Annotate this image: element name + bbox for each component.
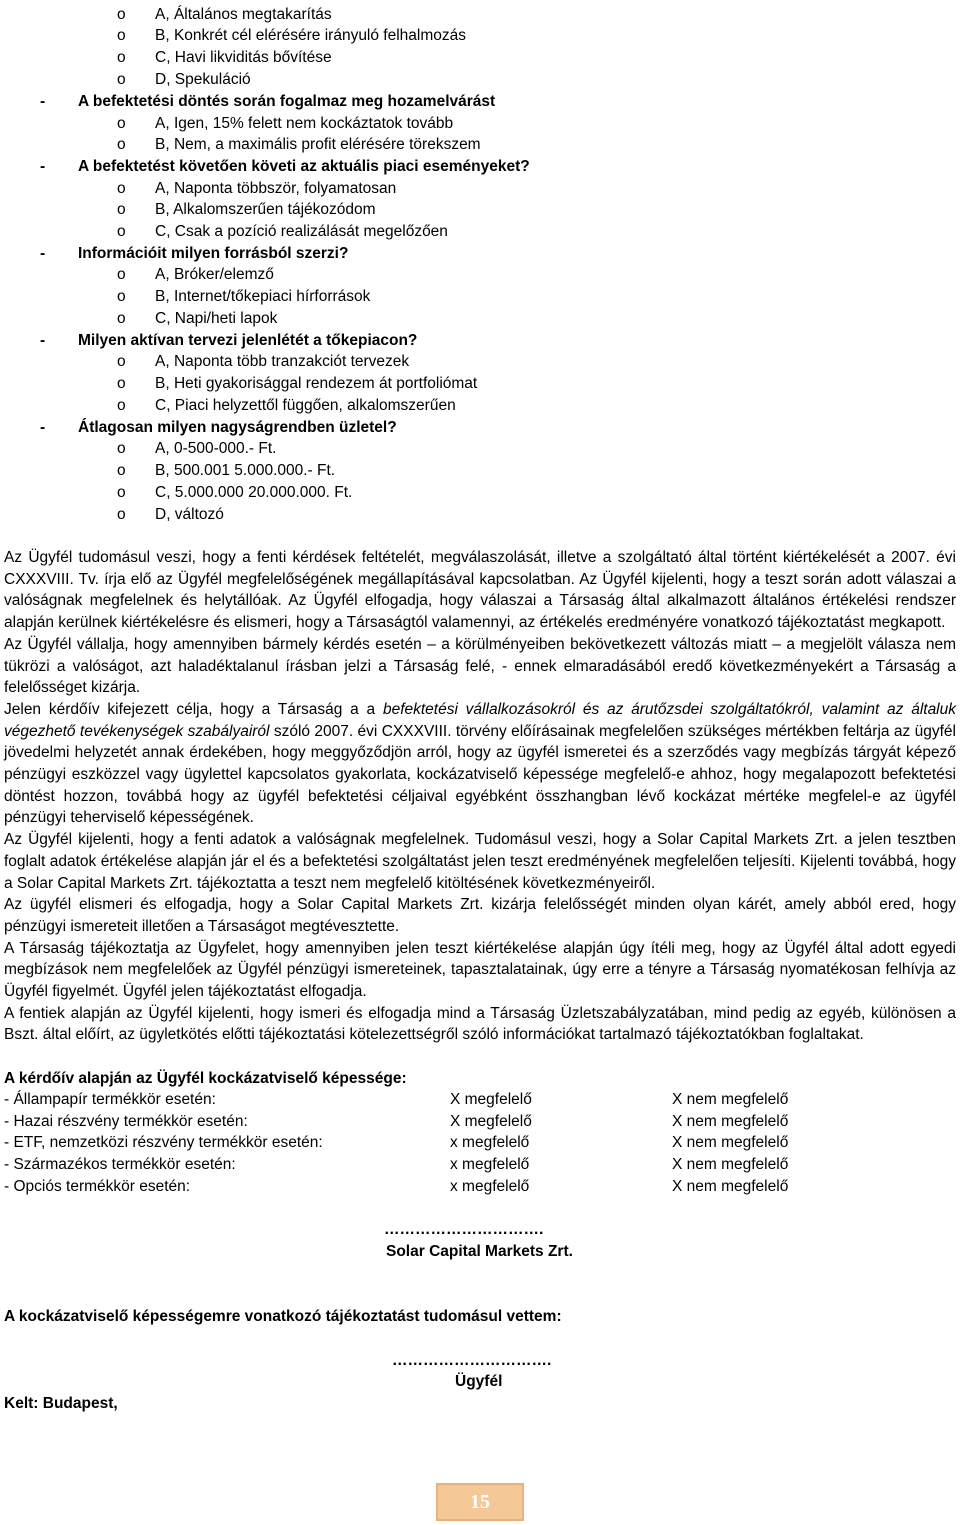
paragraph: A Társaság tájékoztatja az Ügyfelet, hogy amennyiben jelen teszt kiértékelése alapján úgy ítéli meg, hogy az Ügyfél által adott egyedi megbízások nem megfelelőek az Ügyfél pénzügyi ismereteinek, tapasztalatainak, úgy erre a tényre a Társaság nyomatékosan felhívja az Ügyfél figyelmét. Ügyfél jelen tájékoztatást elfogadja.: [4, 939, 956, 1001]
list-item: o B, Internet/tőkepiaci hírforrások: [117, 288, 371, 305]
paragraph: Jelen kérdőív kifejezett célja, hogy a Társaság a a befektetési vállalkozásokról és az árutőzsdei szolgáltatókról, valamint az általuk végezhető tevékenységek szabályairól szóló 2007. évi CXXXVIII. törvény előírásainak megfelelően szükséges mértékben feltárja az ügyfél jövedelmi helyzetét annak érdekében, hogy meggyőződjön arról, hogy az ügyfél ismeretei és a szerződés vagy megbízás tárgyát képező pénzügyi eszközzel vagy ügylettel kapcsolatos gyakorlata, kockázatviselő képessége megfelelő-e ahhoz, hogy megalapozott befektetési döntést hozzon, továbbá hogy az ügyfél befektetési céljaival egyébként összhangban lévő kockázat mértéke megfelel-e az ügyfél pénzügyi teherviselő képességének.: [4, 700, 956, 827]
list-item: o A, Igen, 15% felett nem kockáztatok tovább: [117, 115, 454, 132]
suitable-checkbox: x megfelelő: [450, 1178, 530, 1195]
suitable-checkbox: x megfelelő: [450, 1156, 530, 1173]
list-item: o C, 5.000.000 20.000.000. Ft.: [117, 484, 353, 501]
question-heading: - Milyen aktívan tervezi jelenlétét a tőkepiacon?: [40, 332, 418, 349]
question-heading: - A befektetési döntés során fogalmaz meg hozamelvárást: [40, 93, 496, 110]
paragraph: Az Ügyfél kijelenti, hogy a fenti adatok a valóságnak megfelelnek. Tudomásul veszi, hogy a Solar Capital Markets Zrt. a jelen tesztben foglalt adatok értékelése alapján jár el és a befektetési szolgáltatást jelen teszt eredményének megfelelően teljesíti. Kijelenti továbbá, hogy a Solar Capital Markets Zrt. tájékoztatta a teszt nem megfelelő kitöltésének következményeiről.: [4, 831, 956, 892]
not-suitable-checkbox: X nem megfelelő: [672, 1091, 789, 1108]
company-signature-line: ………………………….: [384, 1221, 544, 1238]
list-item: o B, Alkalomszerűen tájékozódom: [117, 201, 376, 218]
capacity-row: - Állampapír termékkör esetén: X megfelelő X nem megfelelő: [4, 1089, 956, 1111]
declaration-text: [4, 547, 956, 1046]
question-heading: - A befektetést követően követi az aktuális piaci eseményeket?: [40, 158, 530, 175]
page-number: 15: [436, 1483, 524, 1521]
capacity-title: A kérdőív alapján az Ügyfél kockázatviselő képessége:: [4, 1070, 407, 1087]
capacity-row: - ETF, nemzetközi részvény termékkör esetén: x megfelelő X nem megfelelő: [4, 1132, 956, 1154]
list-item: o C, Napi/heti lapok: [117, 310, 278, 327]
list-item: o C, Csak a pozíció realizálását megelőzően: [117, 223, 448, 240]
client-signature-line: ………………………….: [392, 1352, 552, 1369]
not-suitable-checkbox: X nem megfelelő: [672, 1156, 789, 1173]
paragraph: Az ügyfél elismeri és elfogadja, hogy a Solar Capital Markets Zrt. kizárja felelősségét minden olyan kárét, amely abból ered, hogy pénzügyi ismereteit illetően a Társaságot megtévesztette.: [4, 896, 956, 935]
list-item: o A, Általános megtakarítás: [117, 6, 332, 23]
capacity-row: - Származékos termékkör esetén: x megfelelő X nem megfelelő: [4, 1154, 956, 1176]
list-item: o A, Naponta többször, folyamatosan: [117, 180, 397, 197]
list-item: o C, Havi likviditás bővítése: [117, 49, 332, 66]
list-item: o A, 0-500-000.- Ft.: [117, 440, 277, 457]
list-item: o D, változó: [117, 506, 224, 523]
client-label: Ügyfél: [455, 1373, 503, 1390]
list-item: o A, Naponta több tranzakciót tervezek: [117, 353, 410, 370]
company-name: Solar Capital Markets Zrt.: [386, 1243, 573, 1260]
paragraph: A fentiek alapján az Ügyfél kijelenti, hogy ismeri és elfogadja mind a Társaság Üzletszabályzatában, mind pedig az egyéb, különösen a Bszt. által előírt, az ügyletkötés előtti tájékoztatási kötelezettségről szóló információkat tartalmazó tájékoztatókban foglaltakat.: [4, 1004, 956, 1044]
question-heading: - Információit milyen forrásból szerzi?: [40, 245, 349, 262]
acknowledgement-title: A kockázatviselő képességemre vonatkozó tájékoztatást tudomásul vettem:: [4, 1308, 562, 1325]
place-date: Kelt: Budapest,: [4, 1395, 118, 1412]
suitable-checkbox: x megfelelő: [450, 1134, 530, 1151]
suitable-checkbox: X megfelelő: [450, 1091, 532, 1108]
not-suitable-checkbox: X nem megfelelő: [672, 1134, 789, 1151]
suitable-checkbox: X megfelelő: [450, 1113, 532, 1130]
list-item: o B, Nem, a maximális profit elérésére törekszem: [117, 136, 481, 153]
not-suitable-checkbox: X nem megfelelő: [672, 1113, 789, 1130]
list-item: o C, Piaci helyzettől függően, alkalomszerűen: [117, 397, 456, 414]
question-heading: - Átlagosan milyen nagyságrendben üzletel?: [40, 419, 397, 436]
list-item: o B, 500.001 5.000.000.- Ft.: [117, 462, 336, 479]
paragraph: Az Ügyfél vállalja, hogy amennyiben bármely kérdés esetén – a körülményeiben bekövetkezett változás miatt – a megjelölt válasza nem tükrözi a valóságot, azt haladéktalanul írásban jelzi a Társaság felé, - ennek elmaradásából eredő következményekért a Társaság a felelősséget kizárja.: [4, 635, 956, 697]
not-suitable-checkbox: X nem megfelelő: [672, 1178, 789, 1195]
capacity-row: - Hazai részvény termékkör esetén: X megfelelő X nem megfelelő: [4, 1111, 956, 1133]
list-item: o B, Heti gyakorisággal rendezem át portfoliómat: [117, 375, 478, 392]
list-item: o D, Spekuláció: [117, 71, 251, 88]
list-item: o B, Konkrét cél elérésére irányuló felhalmozás: [117, 27, 467, 44]
list-item: o A, Bróker/elemző: [117, 266, 274, 283]
paragraph: Az Ügyfél tudomásul veszi, hogy a fenti kérdések feltételét, megválaszolását, illetve a szolgáltató által történt kiértékelését a 2007. évi CXXXVIII. Tv. írja elő az Ügyfél megfelelőségének megállapításával kapcsolatban. Az Ügyfél kijelenti, hogy a teszt során adott válaszai a valóságnak megfelelnek és helytállóak. Az Ügyfél elfogadja, hogy válaszai a Társaság által alkalmazott általános értékelési rendszer alapján kerülnek kiértékelésre és elismeri, hogy a Társaságtól valamennyi, az értékelés eredményére vonatkozó tájékoztatást megkapott.: [4, 549, 956, 632]
capacity-row: - Opciós termékkör esetén: x megfelelő X nem megfelelő: [4, 1176, 956, 1198]
